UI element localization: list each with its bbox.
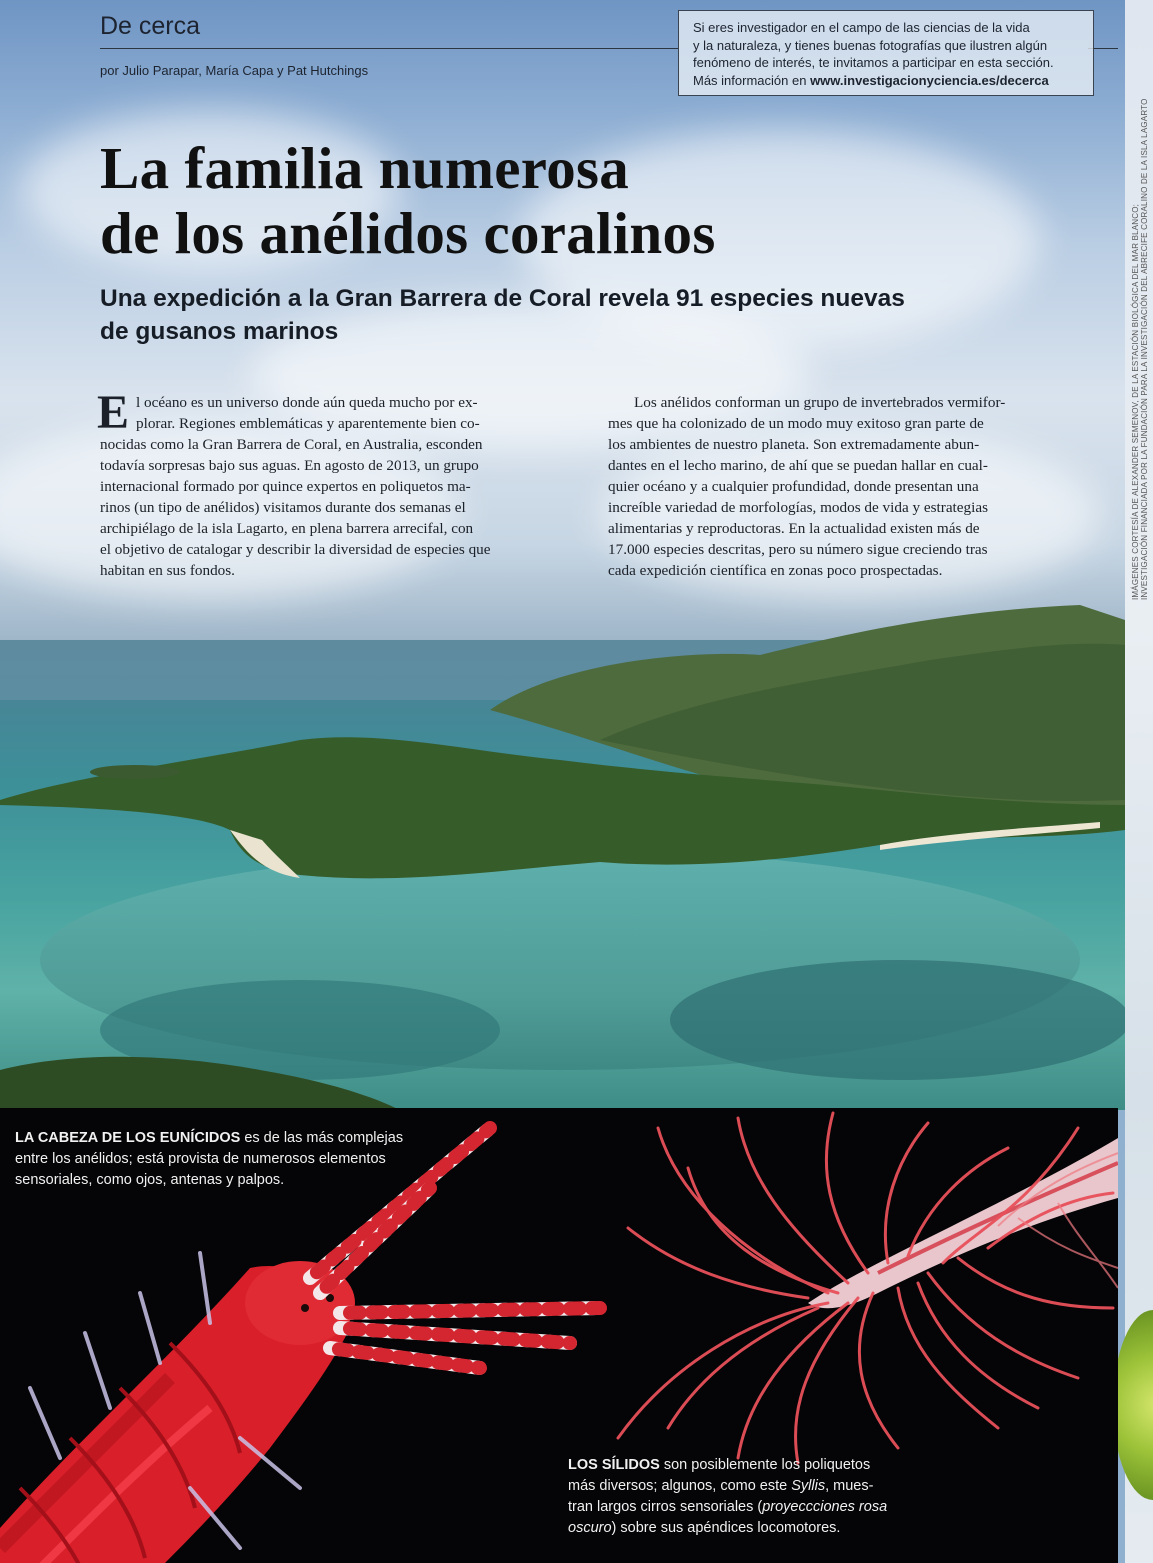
article-subtitle bbox=[100, 282, 905, 348]
body-column-right bbox=[608, 392, 1094, 581]
body-line: alimentarias y reproductoras. En la actualidad existen más de bbox=[608, 520, 980, 537]
body-line: cada expedición científica en zonas poco prospectadas. bbox=[608, 562, 943, 579]
body-line: Los anélidos conforman un grupo de invertebrados vermifor- bbox=[634, 394, 1006, 411]
syllis-worm-illustration bbox=[598, 1108, 1118, 1468]
subtitle-line: de gusanos marinos bbox=[100, 318, 339, 345]
infobox-line: Más información en www.investigacionyciencia.es/decerca bbox=[693, 72, 1049, 88]
body-line: dantes en el lecho marino, de ahí que se puedan hallar en cual- bbox=[608, 457, 988, 474]
leaf-photo-fragment bbox=[1113, 1310, 1153, 1500]
caption-line: tran largos cirros sensoriales (proyeccciones rosa bbox=[568, 1499, 888, 1515]
infobox-line: fenómeno de interés, te invitamos a participar en esta sección. bbox=[693, 55, 1054, 70]
caption-line: LA CABEZA DE LOS EUNÍCIDOS es de las más complejas bbox=[15, 1130, 404, 1146]
body-line: increíble variedad de morfologías, modos de vida y estrategias bbox=[608, 499, 988, 516]
body-line: l océano es un universo donde aún queda mucho por ex- bbox=[136, 394, 478, 411]
body-line: archipiélago de la isla Lagarto, en plena barrera arrecifal, con bbox=[100, 520, 474, 537]
infobox-line: y la naturaleza, y tienes buenas fotografías que ilustren algún bbox=[693, 37, 1048, 53]
participation-infobox bbox=[678, 10, 1094, 96]
body-line: nocidas como la Gran Barrera de Coral, en Australia, esconden bbox=[100, 436, 483, 453]
photo-credit: IMÁGENES CORTESÍA DE ALEXANDER SEMENOV, DE LA ESTACIÓN BIOLÓGICA DEL MAR BLANCO; INVESTIGACIÓN FINANCIADA POR LA FUNDACIÓN PARA LA INVESTIGACIÓN DEL ABRECIFE CORALINO DE LA ISLA LAGARTO bbox=[1131, 98, 1149, 600]
caption-line: más diversos; algunos, como este Syllis, mues- bbox=[568, 1478, 874, 1494]
header-rule bbox=[100, 48, 678, 49]
body-line: plorar. Regiones emblemáticas y aparentemente bien co- bbox=[136, 415, 480, 432]
body-line: el objetivo de catalogar y describir la diversidad de especies que bbox=[100, 541, 491, 558]
body-line: quier océano y a cualquier profundidad, donde presentan una bbox=[608, 478, 979, 495]
caption-line: LOS SÍLIDOS son posiblemente los poliquetos bbox=[568, 1457, 871, 1473]
body-line: 17.000 especies descritas, pero su número sigue creciendo tras bbox=[608, 541, 988, 558]
infobox-url-link[interactable]: www.investigacionyciencia.es/decerca bbox=[810, 72, 1049, 88]
caption-line: sensoriales, como ojos, antenas y palpos. bbox=[15, 1172, 285, 1188]
caption-line: entre los anélidos; está provista de numerosos elementos bbox=[15, 1151, 386, 1167]
caption-lead: LA CABEZA DE LOS EUNÍCIDOS bbox=[15, 1130, 241, 1146]
caption-eunicidos bbox=[15, 1128, 403, 1191]
caption-line: oscuro) sobre sus apéndices locomotores. bbox=[568, 1520, 841, 1536]
body-line: los ambientes de nuestro planeta. Son extremadamente abun- bbox=[608, 436, 980, 453]
body-column-left bbox=[100, 392, 556, 581]
author-byline: por Julio Parapar, María Capa y Pat Hutchings bbox=[100, 63, 369, 78]
body-line: mes que ha colonizado de un modo muy exitoso gran parte de bbox=[608, 415, 984, 432]
title-line: de los anélidos coralinos bbox=[100, 200, 716, 266]
caption-lead: LOS SÍLIDOS bbox=[568, 1457, 660, 1473]
body-line: rinos (un tipo de anélidos) visitamos durante dos semanas el bbox=[100, 499, 466, 516]
body-line: internacional formado por quince expertos en poliquetos ma- bbox=[100, 478, 471, 495]
drop-cap: E bbox=[97, 386, 130, 439]
infobox-line: Si eres investigador en el campo de las ciencias de la vida bbox=[693, 20, 1030, 35]
caption-silidos bbox=[568, 1455, 887, 1539]
island-photo bbox=[0, 600, 1125, 1110]
title-line: La familia numerosa bbox=[100, 135, 630, 201]
subtitle-line: Una expedición a la Gran Barrera de Coral revela 91 especies nuevas bbox=[100, 285, 905, 312]
section-label: De cerca bbox=[100, 12, 201, 40]
article-title bbox=[100, 136, 716, 266]
body-line: habitan en sus fondos. bbox=[100, 562, 235, 579]
body-line: todavía sorpresas bajo sus aguas. En agosto de 2013, un grupo bbox=[100, 457, 479, 474]
